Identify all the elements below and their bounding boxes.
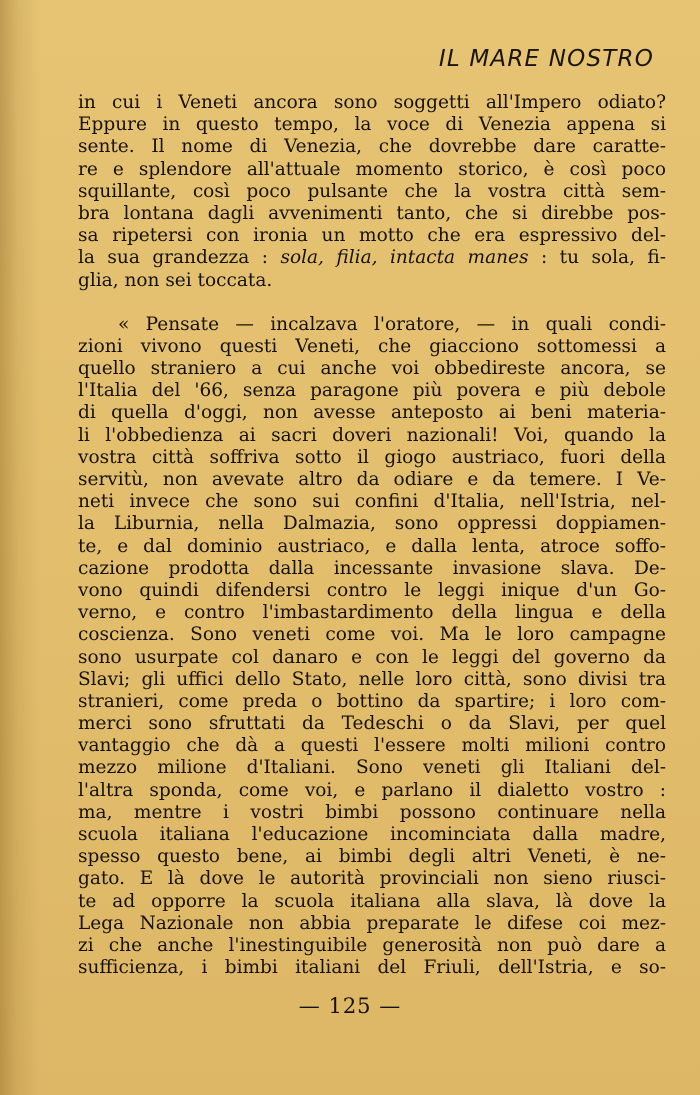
text-line: Lega Nazionale non abbia preparate le difese coi mez- [78,912,666,934]
text-line: zi che anche l'inestinguibile generosità non può dare a [78,934,666,956]
paragraph [78,314,666,980]
text-line: mezzo milione d'Italiani. Sono veneti gli Italiani del- [78,757,666,779]
text-line: vostra città soffriva sotto il giogo austriaco, fuori della [78,446,666,468]
text-line: re e splendore all'attuale momento storico, è così poco [78,158,666,180]
page-number: — 125 — [298,994,402,1018]
running-header: IL MARE NOSTRO [438,46,654,72]
paragraph [78,92,666,292]
text-line: neti invece che sono sui confini d'Italia, nell'Istria, nel- [78,491,666,513]
text-line: merci sono sfruttati da Tedeschi o da Slavi, per quel [78,713,666,735]
text-line: li l'obbedienza ai sacri doveri nazionali! Voi, quando la [78,424,666,446]
text-line: vono quindi difendersi contro le leggi inique d'un Go- [78,579,666,601]
latin-motto: sola, filia, intacta manes [280,247,529,269]
text-line: sa ripetersi con ironia un motto che era espressivo del- [78,225,666,247]
text-line: la sua grandezza : sola, filia, intacta manes : tu sola, fi- [78,247,667,269]
text-line: squillante, così poco pulsante che la vostra città sem- [78,180,666,202]
text-line: la Liburnia, nella Dalmazia, sono oppressi doppiamen- [78,513,666,535]
text-line: bra lontana dagli avvenimenti tanto, che si direbbe pos- [78,202,666,224]
text-line: Slavi; gli uffici dello Stato, nelle loro città, sono divisi tra [78,668,666,690]
text-line: servitù, non avevate altro da odiare e da temere. I Ve- [78,469,666,490]
text-line: sufficienza, i bimbi italiani del Friuli, dell'Istria, e so- [78,957,666,979]
text-line: l'altra sponda, come voi, e parlano il dialetto vostro : [78,779,666,801]
text-line: sono usurpate col danaro e con le leggi del governo da [78,646,666,668]
text-line: zioni vivono questi Veneti, che giacciono sottomessi a [78,335,666,357]
text-line: vantaggio che dà a questi l'essere molti milioni contro [78,735,666,757]
text-line: l'Italia del '66, senza paragone più povera e più debole [78,380,666,402]
text-line: in cui i Veneti ancora sono soggetti all'Impero odiato? [78,92,666,113]
text-line: glia, non sei toccata. [78,269,273,291]
text-line: sente. Il nome di Venezia, che dovrebbe dare caratte- [78,136,666,158]
text-line: te, e dal dominio austriaco, e dalla lenta, atroce soffo- [78,535,666,557]
text-line: te ad opporre la scuola italiana alla slava, là dove la [78,890,666,912]
text-line: ma, mentre i vostri bimbi possono continuare nella [78,801,666,823]
text-line: spesso questo bene, ai bimbi degli altri Veneti, è ne- [78,846,666,868]
text-line: « Pensate — incalzava l'oratore, — in quali condi- [118,313,666,335]
text-line: stranieri, come preda o bottino da spartire; i loro com- [78,690,666,712]
text-line: verno, e contro l'imbastardimento della lingua e della [78,602,666,624]
text-line: di quella d'oggi, non avesse anteposto ai beni materia- [78,402,666,424]
text-line: Eppure in questo tempo, la voce di Venezia appena si [78,114,666,136]
text-line: quello straniero a cui anche voi obbedireste ancora, se [78,358,666,380]
text-line: scuola italiana l'educazione incominciata dalla madre, [78,824,666,845]
text-line: cazione prodotta dalla incessante invasione slava. De- [78,557,666,579]
text-line: coscienza. Sono veneti come voi. Ma le loro campagne [78,624,666,646]
body-text [78,92,666,979]
text-line: gato. E là dove le autorità provinciali non sieno riusci- [78,868,666,890]
